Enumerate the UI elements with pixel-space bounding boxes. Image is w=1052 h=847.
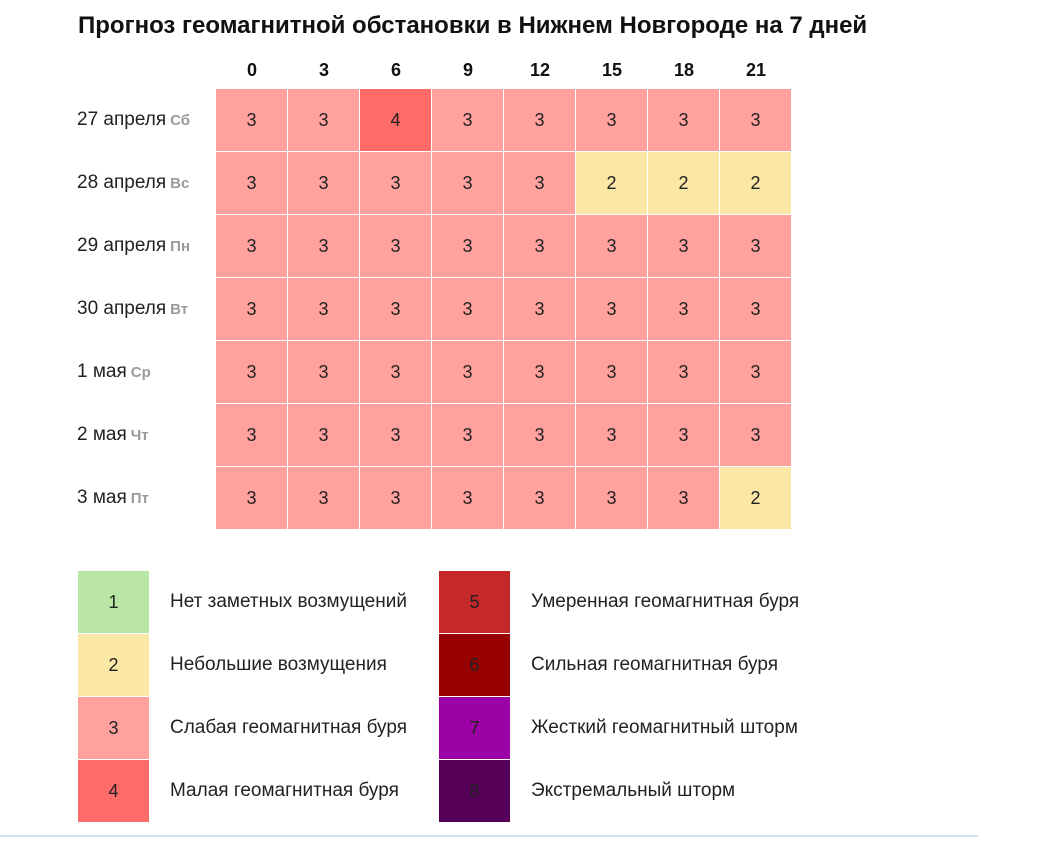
day-date: 29 апреля [77, 235, 167, 256]
legend-label: Малая геомагнитная буря [170, 780, 399, 801]
day-date: 2 мая [77, 424, 127, 445]
day-weekday: Пт [130, 490, 149, 507]
legend-label: Экстремальный шторм [531, 780, 736, 801]
heatmap-cell: 3 [288, 404, 359, 466]
heatmap-cell: 3 [576, 89, 647, 151]
legend-label: Небольшие возмущения [170, 654, 387, 675]
legend-label: Жесткий геомагнитный шторм [531, 717, 798, 738]
heatmap-cell: 3 [288, 467, 359, 529]
heatmap-cell: 3 [360, 215, 431, 277]
legend-label: Умеренная геомагнитная буря [531, 591, 800, 612]
heatmap-cell: 3 [648, 215, 719, 277]
hour-tick-label: 18 [673, 60, 695, 80]
heatmap-cell: 3 [432, 152, 503, 214]
hour-tick-label: 6 [390, 60, 401, 80]
heatmap-cell: 2 [720, 152, 791, 214]
heatmap-cell: 3 [504, 404, 575, 466]
heatmap-cell: 3 [432, 215, 503, 277]
heatmap-cell: 3 [504, 341, 575, 403]
heatmap-cell: 3 [288, 341, 359, 403]
hour-tick-label: 15 [601, 60, 623, 80]
heatmap-cell: 3 [720, 404, 791, 466]
heatmap-cell: 3 [432, 467, 503, 529]
heatmap-cell: 3 [576, 215, 647, 277]
day-weekday: Сб [170, 112, 191, 129]
day-weekday: Вс [170, 175, 190, 192]
day-date: 30 апреля [77, 298, 167, 319]
hour-tick-label: 9 [462, 60, 473, 80]
heatmap-cell: 3 [216, 89, 287, 151]
heatmap-cell: 3 [720, 89, 791, 151]
day-label [77, 215, 190, 277]
heatmap-cell: 3 [504, 467, 575, 529]
heatmap-cell: 3 [504, 278, 575, 340]
heatmap-cell: 3 [360, 404, 431, 466]
day-weekday: Пн [170, 238, 190, 255]
hour-tick-label: 12 [529, 60, 551, 80]
heatmap-cell: 3 [360, 467, 431, 529]
heatmap-cell: 3 [360, 152, 431, 214]
heatmap-cell: 3 [432, 341, 503, 403]
hour-tick-label: 21 [745, 60, 767, 80]
heatmap-cell: 3 [216, 341, 287, 403]
day-date: 1 мая [77, 361, 127, 382]
heatmap-cell: 3 [288, 278, 359, 340]
legend-label: Сильная геомагнитная буря [531, 654, 778, 675]
heatmap-cell: 3 [216, 215, 287, 277]
legend-swatch: 2 [78, 634, 149, 696]
legend-label: Слабая геомагнитная буря [170, 717, 407, 738]
heatmap-cell: 3 [648, 467, 719, 529]
day-label [77, 152, 189, 214]
day-label [77, 404, 149, 466]
heatmap-cell: 2 [648, 152, 719, 214]
heatmap-cell: 3 [648, 404, 719, 466]
day-label [77, 278, 188, 340]
heatmap-cell: 3 [504, 215, 575, 277]
heatmap-cell: 3 [576, 341, 647, 403]
day-date: 28 апреля [77, 172, 167, 193]
heatmap-cell: 3 [216, 467, 287, 529]
divider [0, 835, 978, 837]
day-weekday: Чт [130, 427, 149, 444]
heatmap-cell: 3 [648, 89, 719, 151]
legend-swatch: 3 [78, 697, 149, 759]
heatmap-cell: 3 [504, 89, 575, 151]
hour-tick-label: 3 [318, 60, 329, 80]
heatmap-cell: 3 [720, 341, 791, 403]
heatmap-cell: 3 [720, 215, 791, 277]
heatmap-cell: 3 [288, 89, 359, 151]
legend-swatch: 4 [78, 760, 149, 822]
heatmap-cell: 3 [504, 152, 575, 214]
day-date: 27 апреля [77, 109, 167, 130]
heatmap-cell: 2 [720, 467, 791, 529]
legend-swatch: 7 [439, 697, 510, 759]
heatmap-cell: 3 [216, 152, 287, 214]
heatmap-cell: 3 [720, 278, 791, 340]
heatmap-cell: 3 [648, 278, 719, 340]
day-weekday: Вт [170, 301, 189, 318]
heatmap-cell: 3 [216, 404, 287, 466]
heatmap-cell: 3 [360, 341, 431, 403]
heatmap-cell: 4 [360, 89, 431, 151]
hour-tick-label: 0 [246, 60, 257, 80]
day-label [77, 341, 151, 403]
heatmap-cell: 3 [576, 278, 647, 340]
legend-swatch: 6 [439, 634, 510, 696]
heatmap-cell: 2 [576, 152, 647, 214]
day-weekday: Ср [130, 364, 151, 381]
day-date: 3 мая [77, 487, 127, 508]
heatmap-cell: 3 [576, 467, 647, 529]
heatmap-cell: 3 [432, 278, 503, 340]
heatmap-cell: 3 [360, 278, 431, 340]
legend-swatch: 5 [439, 571, 510, 633]
heatmap-cell: 3 [432, 404, 503, 466]
heatmap-cell: 3 [288, 215, 359, 277]
heatmap-cell: 3 [216, 278, 287, 340]
legend-label: Нет заметных возмущений [170, 591, 407, 612]
heatmap-cell: 3 [288, 152, 359, 214]
legend-swatch: 1 [78, 571, 149, 633]
day-label [77, 89, 190, 151]
heatmap-cell: 3 [432, 89, 503, 151]
chart-title: Прогноз геомагнитной обстановки в Нижнем Новгороде на 7 дней [78, 12, 868, 39]
legend-swatch: 8 [439, 760, 510, 822]
day-label [77, 467, 149, 529]
heatmap-cell: 3 [648, 341, 719, 403]
heatmap-cell: 3 [576, 404, 647, 466]
